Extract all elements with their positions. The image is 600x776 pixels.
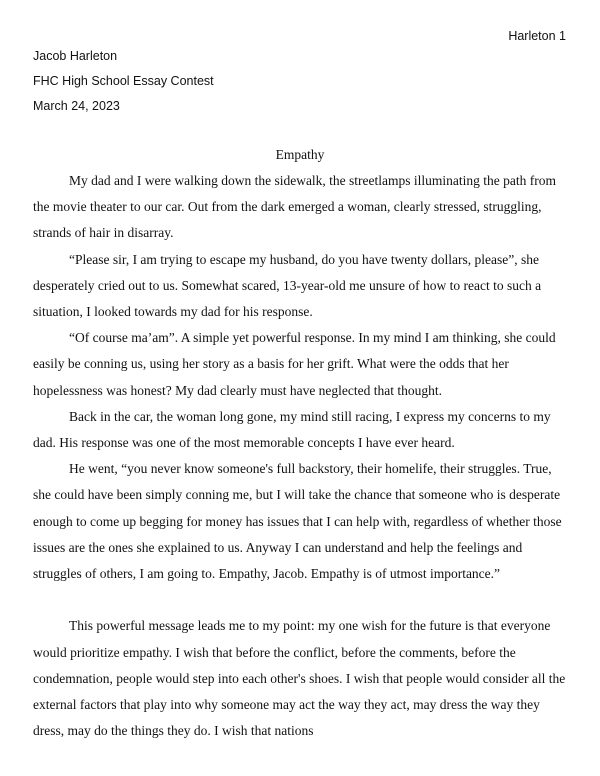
paragraph-6: This powerful message leads me to my point: my one wish for the future is that everyone would prioritize empathy. I wish that before the conflict, before the comments, before the condemnation, people would step into each other's shoes. I wish that people would consider all the external factors that play into why someone may act the way they act, may dress the way they dress, may do the things they do. I wish that nations — [33, 618, 566, 739]
author-name: Jacob Harleton — [33, 49, 118, 63]
paragraph-3: “Of course ma’am”. A simple yet powerful response. In my mind I am thinking, she could easily be conning us, using her story as a basis for her grift. What were the odds that her hopelessness was honest? My dad clearly must have neglected that thought. — [33, 330, 556, 398]
essay-date: March 24, 2023 — [33, 99, 120, 113]
paragraph-1: My dad and I were walking down the sidewalk, the streetlamps illuminating the path from the movie theater to our car. Out from the dark emerged a woman, clearly stressed, struggling, strands of hair in disarray. — [33, 173, 557, 241]
paragraph-5: He went, “you never know someone's full backstory, their homelife, their struggles. True, she could have been simply conning me, but I will take the chance that someone who is desperate enough to come up begging for money has issues that I can help with, regardless of whether those issues are the ones she explained to us. Anyway I can understand and help the feelings and struggles of others, I am going to. Empathy, Jacob. Empathy is of utmost importance.” — [33, 461, 562, 582]
contest-name: FHC High School Essay Contest — [33, 74, 214, 88]
page-header-number: Harleton 1 — [508, 29, 566, 43]
paragraph-4: Back in the car, the woman long gone, my mind still racing, I express my concerns to my dad. His response was one of the most memorable concepts I have ever heard. — [33, 408, 551, 451]
paragraph-2: “Please sir, I am trying to escape my husband, do you have twenty dollars, please”, she desperately cried out to us. Somewhat scared, 13-year-old me unsure of how to react to such a situation, I looked towards my dad for his response. — [33, 251, 542, 320]
heading-block — [33, 44, 214, 119]
essay-title: Empathy — [275, 147, 325, 162]
essay-body — [33, 168, 569, 744]
